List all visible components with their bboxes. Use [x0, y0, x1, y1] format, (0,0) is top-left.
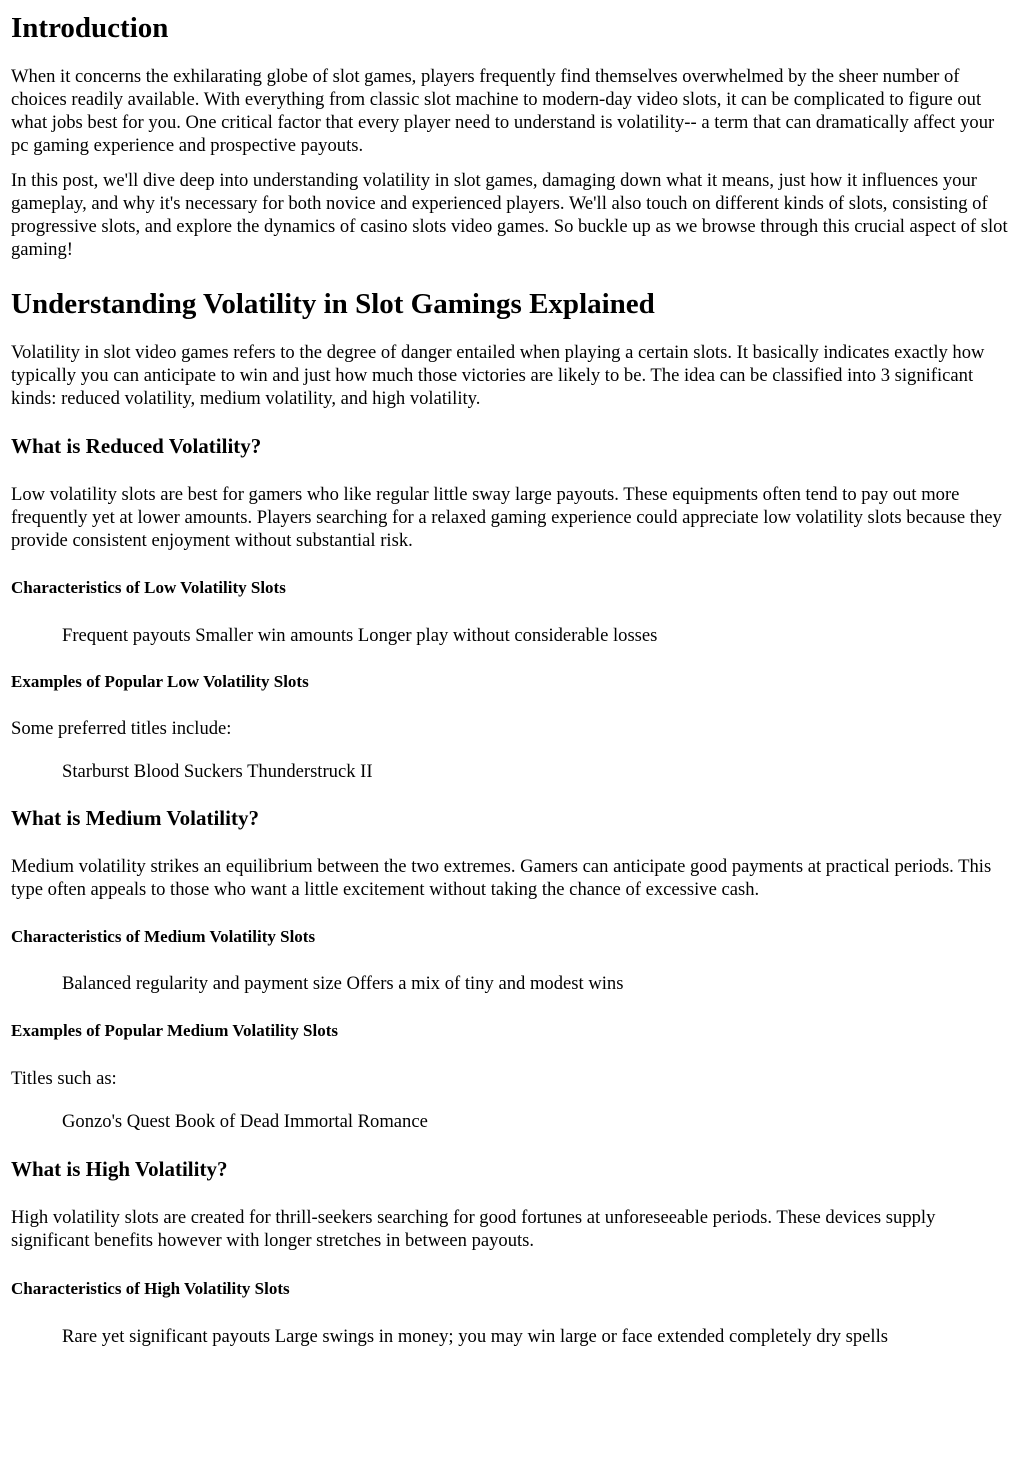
low-volatility-paragraph: Low volatility slots are best for gamers who like regular little sway large payouts. These equipments often tend to pay out more frequently yet at lower amounts. Players searching for a relaxed gaming experience could appreciate low volatility slots because they provide consistent enjoyment without substantial risk.	[11, 484, 1002, 551]
high-characteristics-heading: Characteristics of High Volatility Slots	[11, 1279, 290, 1298]
low-examples-intro: Some preferred titles include:	[11, 718, 232, 739]
high-characteristics-list: Rare yet significant payouts Large swings in money; you may win large or face extended completely dry spells	[62, 1326, 888, 1347]
low-characteristics-heading: Characteristics of Low Volatility Slots	[11, 578, 286, 597]
article	[0, 11, 1024, 1348]
medium-characteristics-heading: Characteristics of Medium Volatility Slots	[11, 927, 316, 946]
low-examples-list: Starburst Blood Suckers Thunderstruck II	[62, 761, 373, 782]
intro-paragraph-1: When it concerns the exhilarating globe of slot games, players frequently find themselves overwhelmed by the sheer number of choices readily available. With everything from classic slot machine to modern-day video slots, it can be complicated to figure out what jobs best for you. One critical factor that every player need to understand is volatility-- a term that can dramatically affect your pc gaming experience and prospective payouts.	[11, 66, 995, 156]
high-volatility-paragraph: High volatility slots are created for thrill-seekers searching for good fortunes at unforeseeable periods. These devices supply significant benefits however with longer stretches in between payouts.	[11, 1207, 936, 1251]
medium-examples-intro: Titles such as:	[11, 1068, 117, 1089]
understanding-heading: Understanding Volatility in Slot Gamings Explained	[11, 288, 655, 320]
low-volatility-heading: What is Reduced Volatility?	[11, 434, 262, 458]
low-characteristics-list: Frequent payouts Smaller win amounts Longer play without considerable losses	[62, 625, 658, 646]
medium-characteristics-list: Balanced regularity and payment size Offers a mix of tiny and modest wins	[62, 973, 624, 994]
medium-examples-heading: Examples of Popular Medium Volatility Slots	[11, 1021, 338, 1040]
medium-examples-list: Gonzo's Quest Book of Dead Immortal Romance	[62, 1111, 428, 1132]
intro-paragraph-2: In this post, we'll dive deep into understanding volatility in slot games, damaging down what it means, just how it influences your gameplay, and why it's necessary for both novice and experienced players. We'll also touch on different kinds of slots, consisting of progressive slots, and explore the dynamics of casino slots video games. So buckle up as we browse through this crucial aspect of slot gaming!	[11, 170, 1008, 260]
medium-volatility-heading: What is Medium Volatility?	[11, 806, 259, 830]
low-examples-heading: Examples of Popular Low Volatility Slots	[11, 672, 309, 691]
understanding-paragraph: Volatility in slot video games refers to the degree of danger entailed when playing a certain slots. It basically indicates exactly how typically you can anticipate to win and just how much those victories are likely to be. The idea can be classified into 3 significant kinds: reduced volatility, medium volatility, and high volatility.	[11, 342, 985, 409]
medium-volatility-paragraph: Medium volatility strikes an equilibrium between the two extremes. Gamers can anticipate good payments at practical periods. This type often appeals to those who want a little excitement without taking the chance of excessive cash.	[11, 856, 992, 900]
intro-heading: Introduction	[11, 12, 169, 44]
high-volatility-heading: What is High Volatility?	[11, 1157, 228, 1181]
